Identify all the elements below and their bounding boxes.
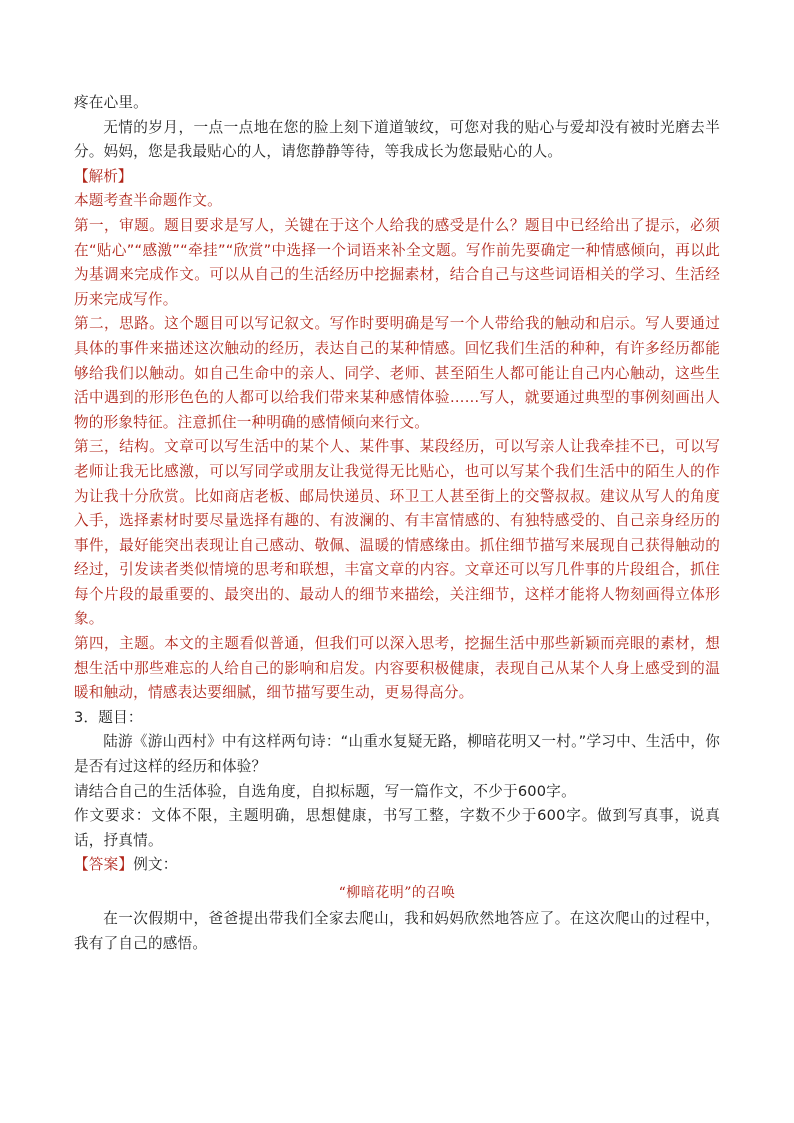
question-requirements: 作文要求：文体不限，主题明确，思想健康，书写工整，字数不少于600字。做到写真事，说真话，抒真情。 — [74, 807, 720, 849]
analysis-point-2: 第二，思路。这个题目可以写记叙文。写作时要明确是写一个人带给我的触动和启示。写人要通过具体的事件来描述这次触动的经历，表达自己的某种情感。回忆我们生活的种种，有许多经历都能够给我们以触动。如自己生命中的亲人、同学、老师、甚至陌生人都可能让自己内心触动，这些生活中遇到的形形色色的人都可以给我们带来某种感情体验……写人，就要通过典型的事例刻画出人物的形象特征。注意抓住一种明确的感情倾向来行文。 — [74, 315, 720, 431]
question-number: 3．题目： — [74, 708, 143, 726]
passage-tail-paragraph: 无情的岁月，一点一点地在您的脸上刻下道道皱纹，可您对我的贴心与爱却没有被时光磨去半分。妈妈，您是我最贴心的人，请您静静等待，等我成长为您最贴心的人。 — [74, 118, 720, 161]
essay-title: “柳暗花明”的召唤 — [338, 885, 456, 901]
analysis-point-1: 第一，审题。题目要求是写人，关键在于这个人给我的感受是什么？题目中已经给出了提示，必须在“贴心”“感激”“牵挂”“欣赏”中选择一个词语来补全文题。写作前先要确定一种情感倾向，再以此为基调来完成作文。可以从自己的生活经历中挖掘素材，结合自己与这些词语相关的学习、生活经历来完成写作。 — [74, 216, 720, 308]
passage-tail-line: 疼在心里。 — [74, 94, 148, 111]
answer-label: 【答案】 — [74, 856, 134, 874]
answer-suffix: 例文： — [133, 856, 178, 874]
analysis-intro: 本题考查半命题作文。 — [74, 192, 222, 210]
answer-line — [74, 853, 720, 878]
analysis-heading: 【解析】 — [74, 167, 133, 185]
analysis-point-4: 第四，主题。本文的主题看似普通，但我们可以深入思考，挖掘生活中那些新颖而亮眼的素材，想想生活中那些难忘的人给自己的影响和启发。内容要积极健康，表现自己从某个人身上感受到的温暖和触动，情感表达要细腻，细节描写要生动，更易得高分。 — [74, 635, 720, 702]
essay-paragraph: 在一次假期中，爸爸提出带我们全家去爬山，我和妈妈欣然地答应了。在这次爬山的过程中，我有了自己的感悟。 — [74, 910, 720, 952]
question-prompt: 陆游《游山西村》中有这样两句诗：“山重水复疑无路，柳暗花明又一村。”学习中、生活中，你是否有过这样的经历和体验？ — [74, 733, 720, 776]
question-instruction: 请结合自己的生活体验，自选角度，自拟标题，写一篇作文，不少于600字。 — [74, 782, 576, 800]
analysis-point-3: 第三，结构。文章可以写生活中的某个人、某件事、某段经历，可以写亲人让我牵挂不已，可以写老师让我无比感激，可以写同学或朋友让我觉得无比贴心，也可以写某个我们生活中的陌生人的作为让我十分欣赏。比如商店老板、邮局快递员、环卫工人甚至街上的交警叔叔。建议从写人的角度入手，选择素材时要尽量选择有趣的、有波澜的、有丰富情感的、有独特感受的、自己亲身经历的事件，最好能突出表现让自己感动、敬佩、温暖的情感缘由。抓住细节描写来展现自己获得触动的经过，引发读者类似情境的思考和联想，丰富文章的内容。文章还可以写几件事的片段组合，抓住每个片段的最重要的、最突出的、最动人的细节来描绘，关注细节，这样才能将人物刻画得立体形象。 — [74, 438, 720, 628]
